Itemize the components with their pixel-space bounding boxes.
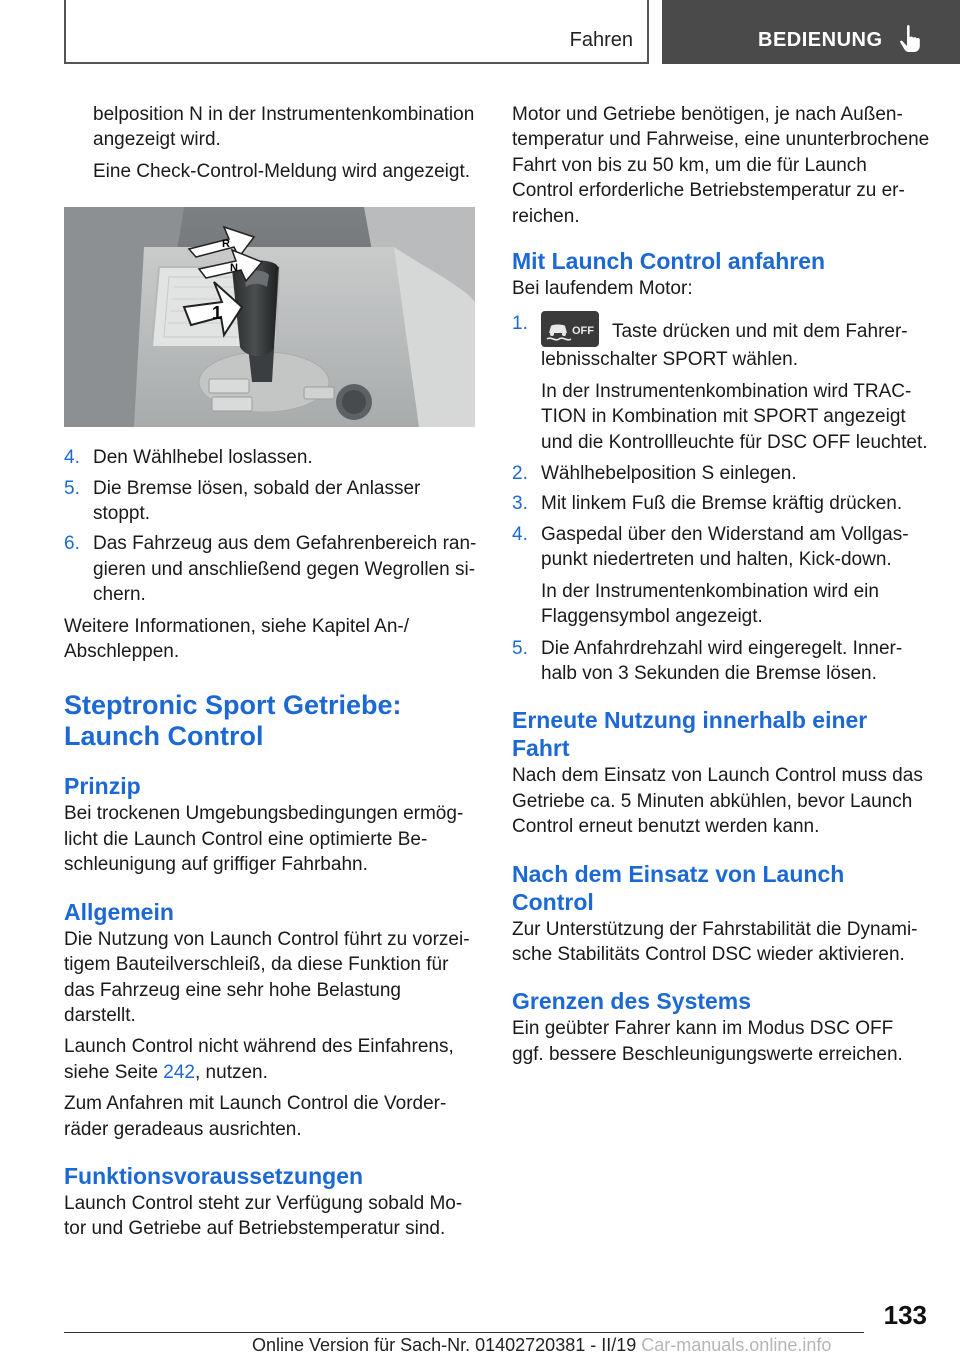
right-intro-paragraph: Motor und Getriebe benötigen, je nach Außentemperatur und Fahrweise, eine ununterbrochene Fahrt von bis zu 50 km, um die für Launch Control erforderliche Betriebstemperatur zu erreichen. — [512, 104, 930, 227]
step-number: 1. — [512, 313, 528, 335]
online-version-text: Online Version für Sach-Nr. 01402720381 - II/19 — [252, 1335, 637, 1355]
page-number: 133 — [883, 1300, 927, 1330]
intro-paragraph-2: Eine Check-Control-Meldung wird angezeigt. — [93, 160, 471, 182]
dsc-off-button-icon — [541, 311, 599, 347]
step-number: 5. — [512, 637, 528, 659]
prinzip-heading: Prinzip — [64, 773, 141, 800]
left-column — [64, 102, 478, 1248]
step-note: In der Instrumentenkombination wird TRACTION in Kombination mit SPORT angezeigt und die Kontrollleuchte für DSC OFF leuchtet. — [541, 380, 928, 453]
anfahren-intro: Bei laufendem Motor: — [512, 278, 693, 300]
step-text: Die Anfahrdrehzahl wird eingeregelt. Innerhalb von 3 Sekunden die Bremse lösen. — [541, 637, 903, 684]
allgemein-paragraph-2 — [64, 1034, 478, 1085]
allgemein-paragraph-3: Zum Anfahren mit Launch Control die Vorderräder geradeaus ausrichten. — [64, 1093, 447, 1140]
prinzip-text: Bei trockenen Umgebungsbedingungen ermöglicht die Launch Control eine optimierte Beschleunigung auf griffiger Fahrbahn. — [64, 803, 464, 876]
list-item — [512, 311, 930, 455]
list-item — [512, 461, 930, 486]
gear-selector-photo — [64, 207, 475, 427]
list-item — [512, 491, 930, 516]
watermark-text: Car-manuals.online.info — [641, 1335, 832, 1355]
allgemein-p2-text: Launch Control nicht während des Einfahrens, siehe Seite — [64, 1036, 454, 1083]
chapter-title: Fahren — [569, 29, 633, 51]
erneute-text: Nach dem Einsatz von Launch Control muss das Getriebe ca. 5 Minuten abkühlen, bevor Launch Control erneut benutzt werden kann. — [512, 765, 923, 838]
footer-divider — [64, 1332, 864, 1333]
arrow-label-n: N — [230, 262, 238, 275]
allgemein-p2-text-end: , nutzen. — [195, 1061, 268, 1083]
step-number: 2. — [512, 463, 528, 485]
main-heading: Steptronic Sport Getriebe: Launch Control — [64, 690, 402, 752]
header-chapter-box — [64, 0, 649, 64]
list-item — [512, 522, 930, 630]
nach-heading: Nach dem Einsatz von Launch Control — [512, 860, 845, 915]
section-title: BEDIENUNG — [758, 29, 883, 51]
allgemein-heading: Allgemein — [64, 898, 174, 925]
left-steps-list — [64, 445, 478, 607]
step-number: 4. — [64, 447, 80, 469]
allgemein-paragraph-1: Die Nutzung von Launch Control führt zu vorzeitigem Bauteilverschleiß, da diese Funktion für das Fahrzeug eine sehr hohe Belastung darstellt. — [64, 928, 470, 1026]
right-steps-list — [512, 311, 930, 686]
list-item — [512, 636, 930, 687]
step-number: 6. — [64, 533, 80, 555]
intro-paragraph-1: belposition N in der Instrumentenkombination angezeigt wird. — [93, 104, 475, 151]
list-item — [64, 445, 478, 470]
footer-online-version — [252, 1335, 831, 1356]
erneute-heading: Erneute Nutzung innerhalb einer Fahrt — [512, 707, 868, 762]
hand-pointer-icon — [898, 24, 922, 54]
more-info-paragraph: Weitere Informationen, siehe Kapitel An-/ Abschleppen. — [64, 615, 410, 663]
step-text: Wählhebelposition S einlegen. — [541, 463, 797, 485]
step-text: Die Bremse lösen, sobald der Anlasser stoppt. — [93, 477, 421, 525]
grenzen-text: Ein geübter Fahrer kann im Modus DSC OFF ggf. bessere Beschleunigungswerte erreichen. — [512, 1018, 903, 1065]
step-number: 4. — [512, 523, 528, 545]
grenzen-heading: Grenzen des Systems — [512, 988, 752, 1015]
right-column — [512, 102, 930, 1073]
step-text: Mit linkem Fuß die Bremse kräftig drücken. — [541, 493, 903, 515]
funktion-text: Launch Control steht zur Verfügung sobald Motor und Getriebe auf Betriebstemperatur sind. — [64, 1192, 463, 1240]
step-text: Taste drücken und mit dem Fahrerlebnisschalter SPORT wählen. — [541, 321, 908, 371]
anfahren-heading: Mit Launch Control anfahren — [512, 248, 826, 275]
page-reference-link[interactable]: 242 — [163, 1061, 195, 1083]
step-text: Den Wählhebel loslassen. — [93, 447, 313, 469]
step-text: Das Fahrzeug aus dem Gefahrenbereich rangieren und anschließend gegen Wegrollen sichern. — [93, 533, 477, 606]
list-item — [64, 476, 478, 527]
funktion-heading: Funktionsvoraussetzungen — [64, 1162, 364, 1189]
dsc-button-label: OFF — [572, 325, 594, 338]
header-section-box — [662, 0, 960, 64]
arrow-label-r: R — [222, 238, 230, 251]
list-item — [64, 531, 478, 607]
step-note: In der Instrumentenkombination wird ein Flaggensymbol angezeigt. — [541, 580, 879, 628]
nach-text: Zur Unterstützung der Fahrstabilität die Dynamische Stabilitäts Control DSC wieder aktivieren. — [512, 918, 918, 965]
step-text: Gaspedal über den Widerstand am Vollgaspunkt niedertreten und halten, Kick-down. — [541, 523, 909, 571]
step-number: 3. — [512, 493, 528, 515]
arrow-label-1: 1 — [212, 303, 223, 324]
step-number: 5. — [64, 477, 80, 499]
